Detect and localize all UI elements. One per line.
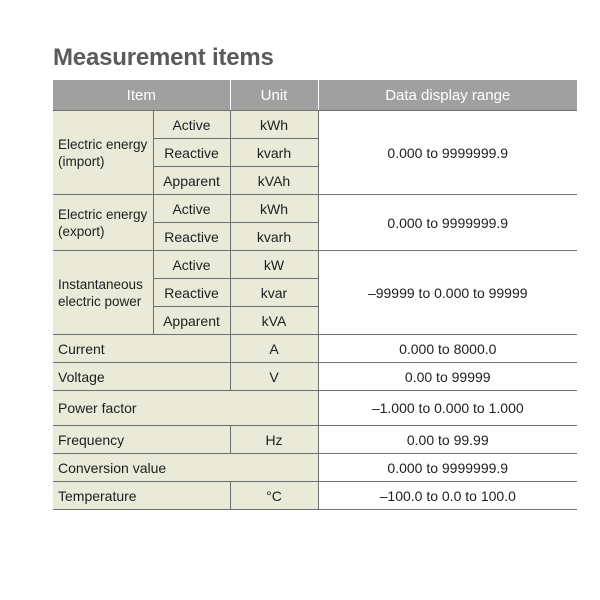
- unit-cell: kvarh: [230, 139, 318, 167]
- table-header-row: [53, 80, 577, 111]
- header-unit: Unit: [230, 80, 318, 111]
- range-cell: –100.0 to 0.0 to 100.0: [318, 482, 577, 510]
- header-range: Data display range: [318, 80, 577, 111]
- table-row: [53, 426, 577, 454]
- unit-cell: kVAh: [230, 167, 318, 195]
- range-cell: 0.000 to 9999999.9: [318, 111, 577, 195]
- table-row: [53, 251, 577, 279]
- sub-item: Active: [153, 251, 230, 279]
- range-cell: 0.00 to 99999: [318, 363, 577, 391]
- item-cell: Conversion value: [53, 454, 318, 482]
- measurement-items-table: [53, 80, 577, 510]
- sub-item: Active: [153, 111, 230, 139]
- group-label-line: Electric energy: [58, 206, 148, 222]
- unit-cell: V: [230, 363, 318, 391]
- unit-cell: kWh: [230, 195, 318, 223]
- range-cell: –99999 to 0.000 to 99999: [318, 251, 577, 335]
- group-label-line: Instantaneous: [58, 276, 143, 292]
- range-cell: 0.000 to 8000.0: [318, 335, 577, 363]
- sub-item: Reactive: [153, 139, 230, 167]
- unit-cell: Hz: [230, 426, 318, 454]
- table-row: [53, 363, 577, 391]
- sub-item: Apparent: [153, 307, 230, 335]
- group-label-line: Electric energy: [58, 136, 148, 152]
- table-row: [53, 454, 577, 482]
- sub-item: Reactive: [153, 223, 230, 251]
- group-label-import: [53, 111, 153, 195]
- item-cell: Temperature: [53, 482, 230, 510]
- group-label-line: electric power: [58, 293, 142, 309]
- range-cell: –1.000 to 0.000 to 1.000: [318, 391, 577, 426]
- item-cell: Current: [53, 335, 230, 363]
- unit-cell: kWh: [230, 111, 318, 139]
- item-cell: Frequency: [53, 426, 230, 454]
- group-label-export: [53, 195, 153, 251]
- group-label-line: (export): [58, 223, 105, 239]
- table-row: [53, 335, 577, 363]
- table-row: [53, 391, 577, 426]
- group-label-line: (import): [58, 153, 105, 169]
- page-title: Measurement items: [53, 44, 274, 71]
- unit-cell: kW: [230, 251, 318, 279]
- unit-cell: A: [230, 335, 318, 363]
- sub-item: Apparent: [153, 167, 230, 195]
- table-row: [53, 195, 577, 223]
- range-cell: 0.00 to 99.99: [318, 426, 577, 454]
- range-cell: 0.000 to 9999999.9: [318, 195, 577, 251]
- group-label-power: [53, 251, 153, 335]
- unit-cell: kvarh: [230, 223, 318, 251]
- table-row: [53, 111, 577, 139]
- unit-cell: kVA: [230, 307, 318, 335]
- sub-item: Active: [153, 195, 230, 223]
- item-cell: Voltage: [53, 363, 230, 391]
- table-row: [53, 482, 577, 510]
- header-item: Item: [53, 80, 230, 111]
- range-cell: 0.000 to 9999999.9: [318, 454, 577, 482]
- unit-cell: °C: [230, 482, 318, 510]
- item-cell: Power factor: [53, 391, 318, 426]
- sub-item: Reactive: [153, 279, 230, 307]
- unit-cell: kvar: [230, 279, 318, 307]
